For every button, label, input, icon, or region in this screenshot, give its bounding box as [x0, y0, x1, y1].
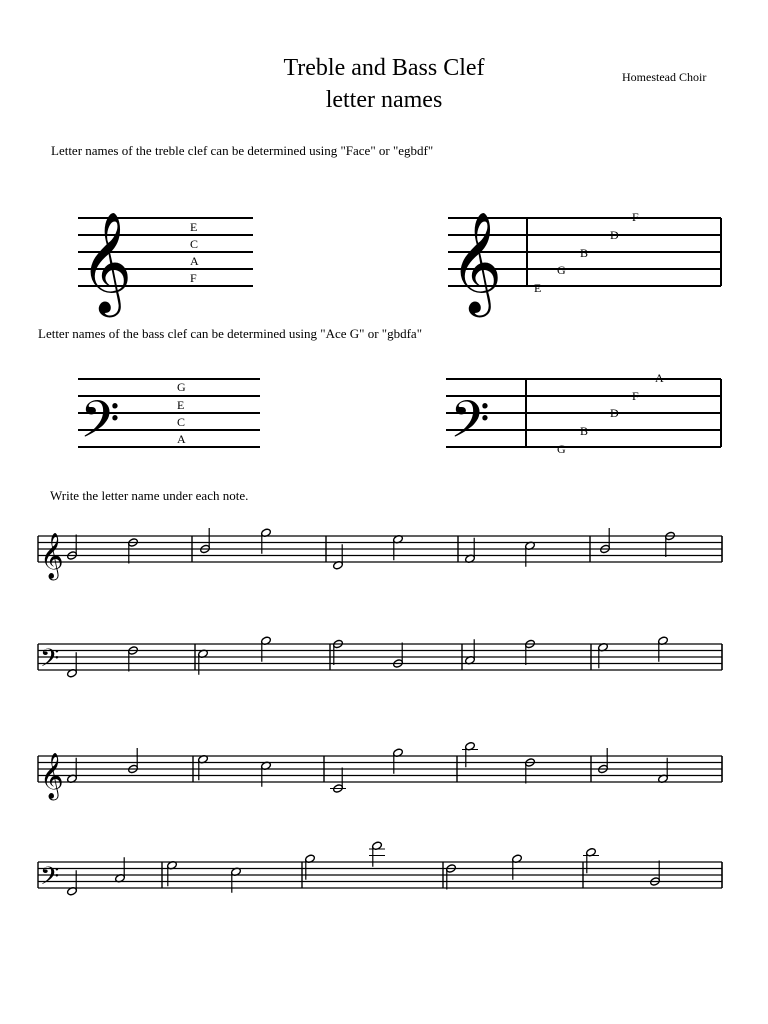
bass-clef-icon: 𝄢 [40, 862, 60, 897]
treble-line-label-3: B [580, 246, 589, 260]
treble-space-label-2: C [190, 237, 199, 251]
bass-clef-icon: 𝄢 [80, 389, 120, 462]
bass-line-label-2: F [632, 389, 639, 403]
bass-line-label-4: B [580, 424, 589, 438]
bass-clef-icon: 𝄢 [40, 644, 60, 679]
treble-clef-instruction: Letter names of the treble clef can be determined using "Face" or "egbdf" [51, 143, 434, 158]
page-title-line1: Treble and Bass Clef [283, 55, 485, 81]
bass-line-label-3: D [610, 406, 619, 420]
treble-clef-icon: 𝄞 [40, 753, 64, 799]
treble-line-label-5: E [534, 281, 542, 295]
treble-clef-icon: 𝄞 [80, 210, 133, 313]
credit-text: Homestead Choir [622, 70, 707, 84]
bass-clef-icon: 𝄢 [450, 389, 490, 462]
treble-clef-icon: 𝄞 [450, 210, 503, 313]
treble-space-label-1: E [190, 220, 198, 234]
bass-line-label-1: A [655, 371, 664, 385]
bass-space-label-4: A [177, 432, 186, 446]
treble-line-label-1: F [632, 210, 639, 224]
bass-space-label-1: G [177, 380, 186, 394]
exercise-instruction: Write the letter name under each note. [50, 488, 249, 503]
bass-clef-instruction: Letter names of the bass clef can be determined using "Ace G" or "gbdfa" [38, 326, 423, 341]
bass-space-label-3: C [177, 415, 186, 429]
bass-space-label-2: E [177, 398, 185, 412]
treble-space-label-3: A [190, 254, 199, 268]
treble-space-label-4: F [190, 271, 197, 285]
treble-clef-icon: 𝄞 [40, 533, 64, 579]
bass-line-label-5: G [557, 442, 566, 456]
treble-line-label-4: G [557, 263, 566, 277]
treble-line-label-2: D [610, 228, 619, 242]
page-title-line2: letter names [325, 87, 443, 113]
